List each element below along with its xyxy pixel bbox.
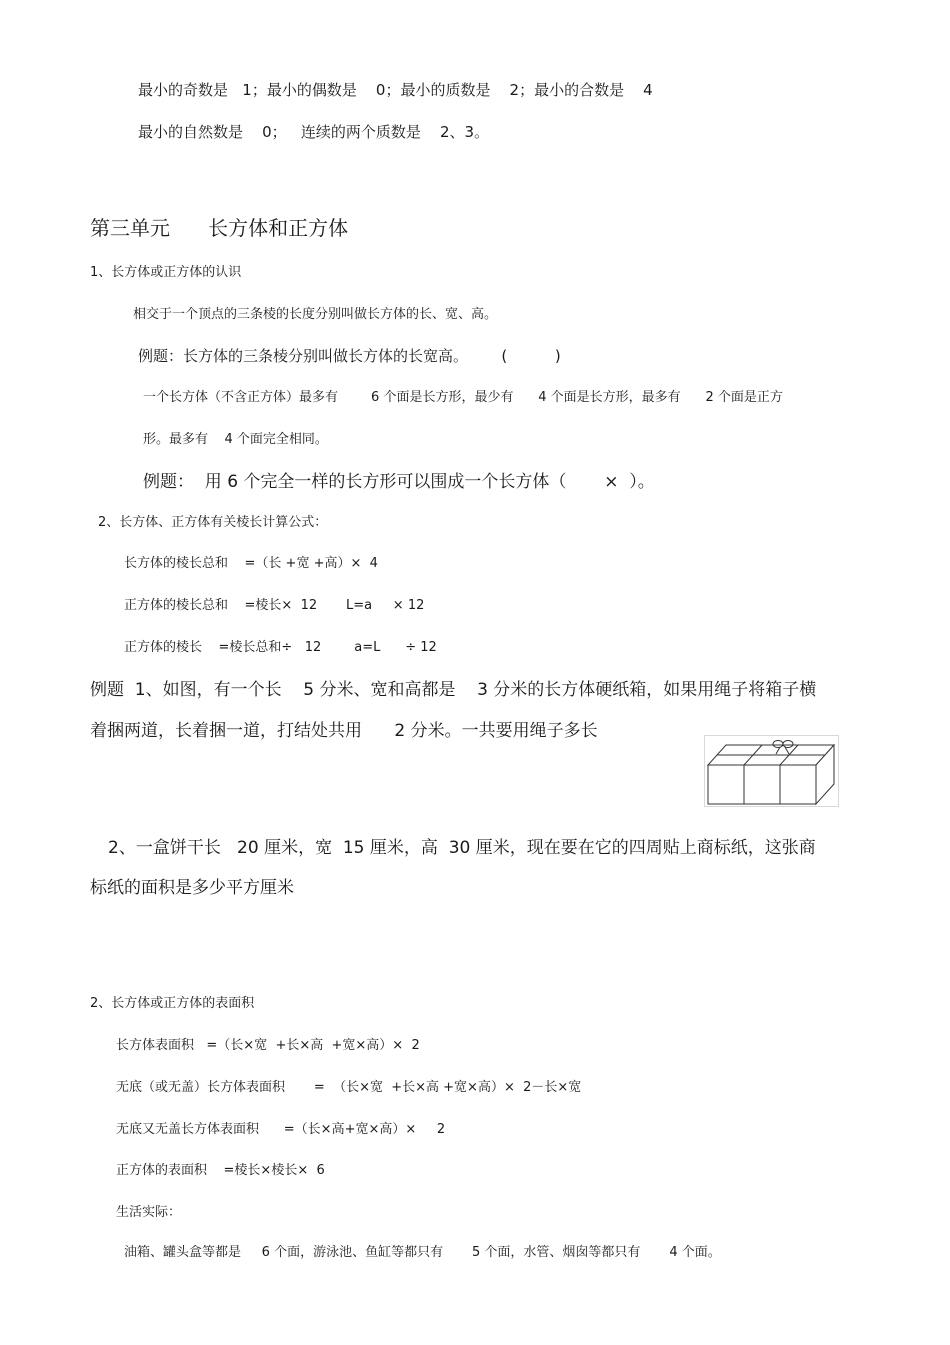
min-numbers-line: 最小的奇数是 1；最小的偶数是 0；最小的质数是 2；最小的合数是 4 [138, 81, 653, 99]
example-1: 例题：长方体的三条棱分别叫做长方体的长宽高。 ( ) [138, 347, 561, 365]
surface-formula-4: 正方体的表面积 =棱长×棱长× 6 [116, 1163, 325, 1178]
unit-title: 第三单元 长方体和正方体 [90, 216, 349, 240]
section-1-title: 1、长方体或正方体的认识 [90, 265, 242, 280]
surface-formula-3: 无底又无盖长方体表面积 =（长×高+宽×高）× 2 [116, 1122, 446, 1137]
min-natural-line: 最小的自然数是 0； 连续的两个质数是 2、3。 [138, 123, 490, 141]
formula-2: 正方体的棱长总和 =棱长× 12 L=a × 12 [124, 598, 425, 613]
definition-line: 相交于一个顶点的三条棱的长度分别叫做长方体的长、宽、高。 [133, 307, 498, 322]
problem-1-line-b: 着捆两道，长着捆一道，打结处共用 2 分米。一共要用绳子多长 [90, 721, 598, 741]
fact-line-1: 一个长方体（不含正方体）最多有 6 个面是长方形，最少有 4 个面是长方形，最多有 2 个面是正方 [143, 390, 783, 405]
formula-3: 正方体的棱长 =棱长总和÷ 12 a=L ÷ 12 [124, 640, 437, 655]
surface-formula-1: 长方体表面积 =（长×宽 +长×高 +宽×高）× 2 [116, 1038, 420, 1053]
surface-formula-2: 无底（或无盖）长方体表面积 = （长×宽 +长×高 +宽×高）× 2－长×宽 [116, 1080, 582, 1095]
formula-1: 长方体的棱长总和 =（长 +宽 +高）× 4 [124, 556, 378, 571]
life-examples: 油箱、罐头盒等都是 6 个面，游泳池、鱼缸等都只有 5 个面，水管、烟囱等都只有 4 个面。 [124, 1245, 721, 1260]
fact-line-2: 形。最多有 4 个面完全相同。 [143, 432, 328, 447]
section-3-title: 2、长方体或正方体的表面积 [90, 996, 255, 1011]
gift-box-with-bow-icon [704, 735, 839, 807]
example-2: 例题： 用 6 个完全一样的长方形可以围成一个长方体（ × ）。 [143, 472, 655, 492]
problem-1-line-a: 例题 1、如图，有一个长 5 分米、宽和高都是 3 分米的长方体硬纸箱，如果用绳子将箱子横 [90, 680, 817, 700]
problem-2-line-a: 2、一盒饼干长 20 厘米，宽 15 厘米，高 30 厘米，现在要在它的四周贴上商标纸，这张商 [108, 838, 816, 858]
life-heading: 生活实际： [116, 1205, 182, 1220]
section-2-title: 2、长方体、正方体有关棱长计算公式： [98, 515, 328, 530]
problem-2-line-b: 标纸的面积是多少平方厘米 [90, 878, 294, 898]
